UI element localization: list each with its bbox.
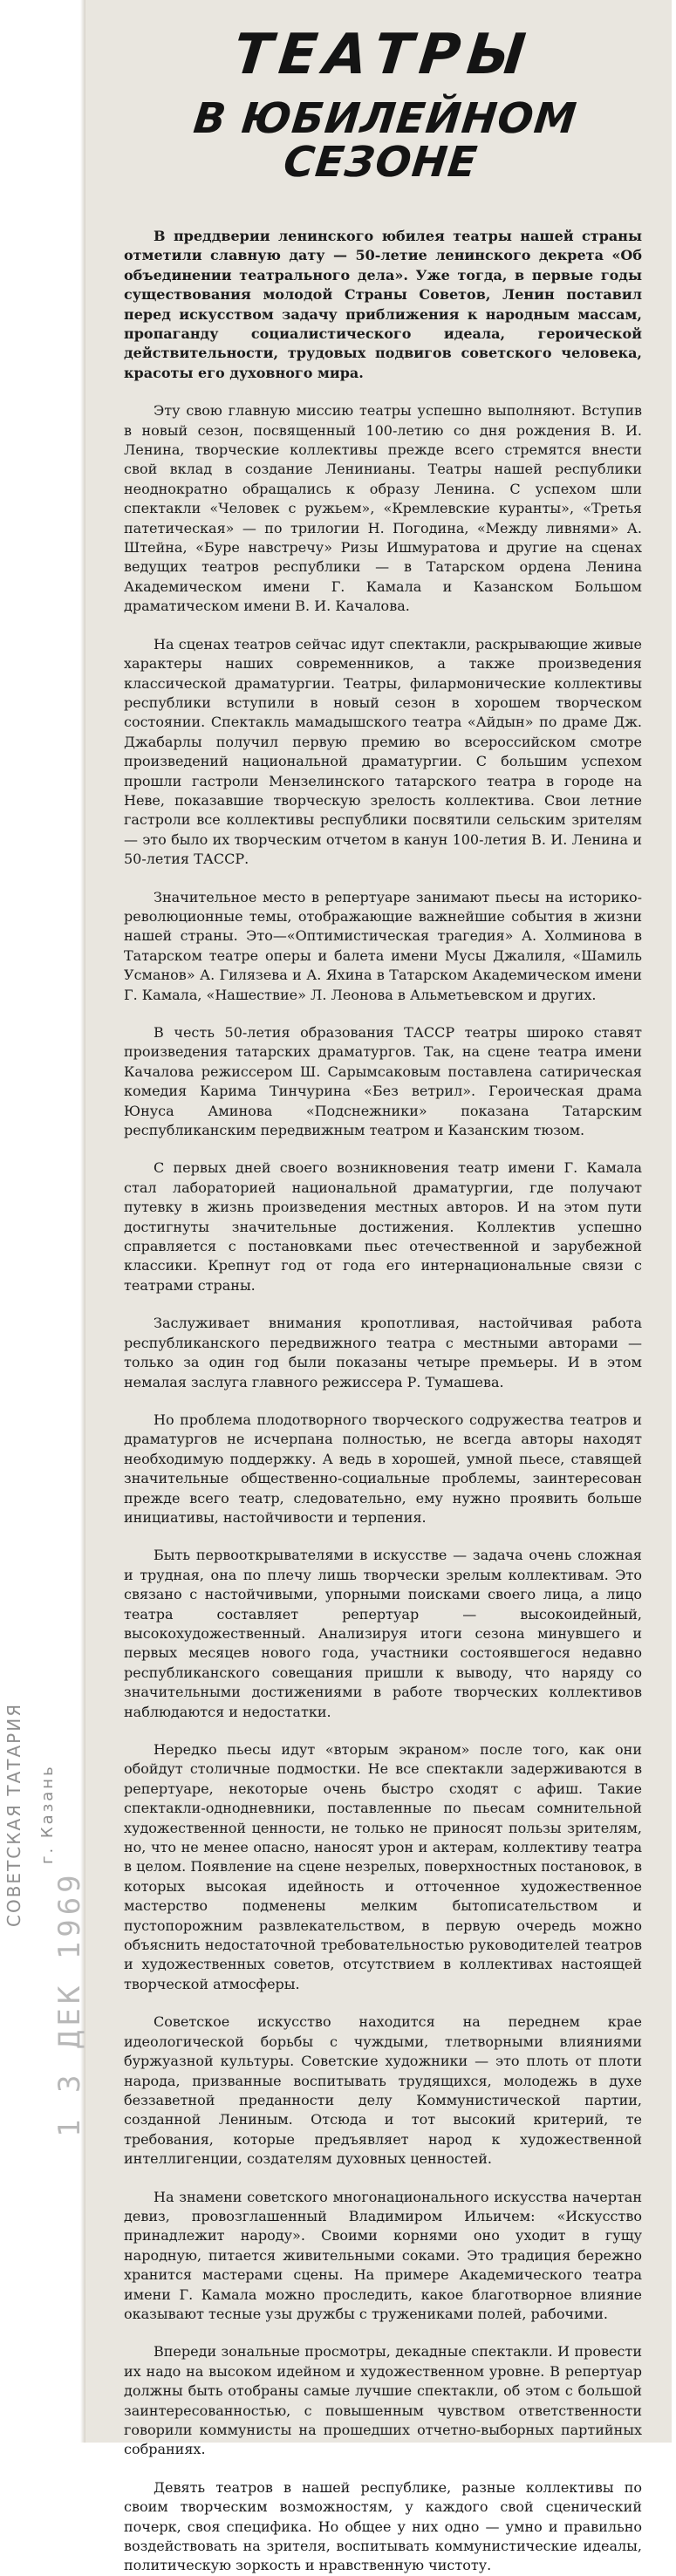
article-paragraph: Но проблема плодотворного творческого содружества театров и драматургов не исчерпана полностью, не всегда авторы находят необходимую поддержку. А ведь в хорошей, умной пьесе, ставящей значительные общественно-социальные проблемы, заинтересован прежде всего театр, следовательно, ему нужно проявить больше инициативы, настойчивости и терпения.	[124, 1411, 642, 1526]
article-paragraph: С первых дней своего возникновения театр имени Г. Камала стал лабораторией национальной драматургии, где получают путевку в жизнь произведения местных авторов. И на этом пути достигнуты значительные достижения. Коллектив успешно справляется с постановками пьес отечественной и зарубежной классики. Крепнут год от года его интернациональные связи с театрами страны.	[124, 1159, 642, 1294]
stamp-date: 1 3 ДЕК 1969	[52, 1870, 87, 2137]
archive-stamp	[3, 1474, 87, 2155]
article-paragraph: Эту свою главную миссию театры успешно выполняют. Вступив в новый сезон, посвященный 100-летию со дня рождения В. И. Ленина, творческие коллективы прежде всего стремятся внести свой вклад в создание Ленинианы. Театры нашей республики неоднократно обращались к образу Ленина. С успехом шли спектакли «Человек с ружьем», «Кремлевские куранты», «Третья патетическая» — по трилогии Н. Погодина, «Между ливнями» А. Штейна, «Буре навстречу» Ризы Ишмуратова и другие на сценах ведущих театров республики — в Татарском ордена Ленина Академическом имени Г. Камала и Казанском Большом драматическом имени В. И. Качалова.	[124, 402, 642, 615]
article-paragraph: Впереди зональные просмотры, декадные спектакли. И провести их надо на высоком идейном и художественном уровне. В репертуар должны быть отобраны самые лучшие спектакли, об этом с большой заинтересованностью, с повышенным чувством ответственности говорили коммунисты на прошедших отчетно-выборных партийных собраниях.	[124, 2343, 642, 2458]
headline-line-1: ТЕАТРЫ	[230, 23, 536, 87]
article-paragraph: В преддверии ленинского юбилея театры нашей страны отметили славную дату — 50-летие ленинского декрета «Об объединении театрального дела». Уже тогда, в первые годы существования молодой Страны Советов, Ленин поставил перед искусством задачу приближения к народным массам, пропаганду социалистического идеала, героической действительности, трудовых подвигов советского человека, красоты его духовного мира.	[124, 227, 642, 381]
stamp-city: г. Казань	[38, 1764, 57, 1865]
article-paragraph: Нередко пьесы идут «вторым экраном» после того, как они обойдут столичные подмостки. Не все спектакли задерживаются в репертуаре, некоторые очень быстро сходят с афиш. Такие спектакли-однодневники, поставленные по пьесам сомнительной художественной ценности, не только не приносят пользы зрителям, но, что не менее опасно, наносят урон и актерам, коллективу театра в целом. Появление на сцене незрелых, поверхностных постановок, в которых высокая идейность и отточенное художественное мастерство подменены мелким бытописательством и пустопорожним развлекательством, в первую очередь можно объяснить недостаточной требовательностью руководителей театров и художественных советов, отсутствием в коллективах настоящей творческой атмосферы.	[124, 1741, 642, 1992]
article-paragraph: Значительное место в репертуаре занимают пьесы на историко-революционные темы, отображающие важнейшие события в жизни нашей страны. Это—«Оптимистическая трагедия» А. Холминова в Татарском театре оперы и балета имени Мусы Джалиля, «Шамиль Усманов» А. Гилязева и А. Яхина в Татарском Академическом имени Г. Камала, «Нашествие» Л. Леонова в Альметьевском и других.	[124, 888, 642, 1003]
stamp-newspaper-name: СОВЕТСКАЯ ТАТАРИЯ	[3, 1702, 24, 1927]
article-paragraph: На сценах театров сейчас идут спектакли, раскрывающие живые характеры наших современников, а также произведения классической драматургии. Театры, филармонические коллективы республики вступили в новый сезон в хорошем творческом состоянии. Спектакль мамадышского театра «Айдын» по драме Дж. Джабарлы получил первую премию во всероссийском смотре произведений национальной драматургии. С большим успехом прошли гастроли Мензелинского татарского театра в городе на Неве, показавшие творческую зрелость коллектива. Свои летние гастроли все коллективы республики посвятили сельским зрителям — это было их творческим отчетом в канун 100-летия В. И. Ленина и 50-летия ТАССР.	[124, 635, 642, 868]
article-paragraph: Советское искусство находится на переднем крае идеологической борьбы с чуждыми, тлетворными влияниями буржуазной культуры. Советские художники — это плоть от плоти народа, призванные воспитывать трудящихся, молодежь в духе беззаветной преданности делу Коммунистической партии, созданной Лениным. Отсюда и тот высокий критерий, те требования, которые предъявляет народ к художественной интеллигенции, создателям духовных ценностей.	[124, 2013, 642, 2168]
article-paragraph: На знамени советского многонационального искусства начертан девиз, провозглашенный Владимиром Ильичем: «Искусство принадлежит народу». Своими корнями оно уходит в гущу народную, питается живительными соками. Это традиция бережно хранится мастерами сцены. На примере Академического театра имени Г. Камала можно проследить, какое благотворное влияние оказывают тесные узы дружбы с тружениками полей, рабочими.	[124, 2188, 642, 2322]
newspaper-clipping	[85, 0, 672, 2574]
article-paragraph: Быть первооткрывателями в искусстве — задача очень сложная и трудная, она по плечу лишь творчески зрелым коллективам. Это связано с настойчивыми, упорными поисками своего лица, а лицо театра составляет репертуар — высокоидейный, высокохудожественный. Анализируя итоги сезона минувшего и первых месяцев нового года, участники состоявшегося недавно республиканского совещания пришли к выводу, что наряду со значительными достижениями в работе творческих коллективов наблюдаются и недостатки.	[124, 1547, 642, 1720]
headline-line-2: В ЮБИЛЕЙНОМ СЕЗОНЕ	[191, 94, 580, 188]
article-paragraph: Заслуживает внимания кропотливая, настойчивая работа республиканского передвижного театра с местными авторами — только за один год были показаны четыре премьеры. И в этом немалая заслуга главного режиссера Р. Тумашева.	[124, 1315, 642, 1390]
article-body	[124, 227, 642, 2576]
article-paragraph: В честь 50-летия образования ТАССР театры широко ставят произведения татарских драматургов. Так, на сцене театра имени Качалова режиссером Ш. Сарымсаковым поставлена сатирическая комедия Карима Тинчурина «Без ветрил». Героическая драма Юнуса Аминова «Подснежники» показана Татарским республиканским передвижным театром и Казанским тюзом.	[124, 1024, 642, 1139]
article-paragraph: Девять театров в нашей республике, разные коллективы по своим творческим возможностям, у каждого свой сценический почерк, своя специфика. Но общее у них одно — умно и правильно воздействовать на зрителя, воспитывать коммунистические идеалы, политическую зоркость и нравственную чистоту.	[124, 2478, 642, 2574]
